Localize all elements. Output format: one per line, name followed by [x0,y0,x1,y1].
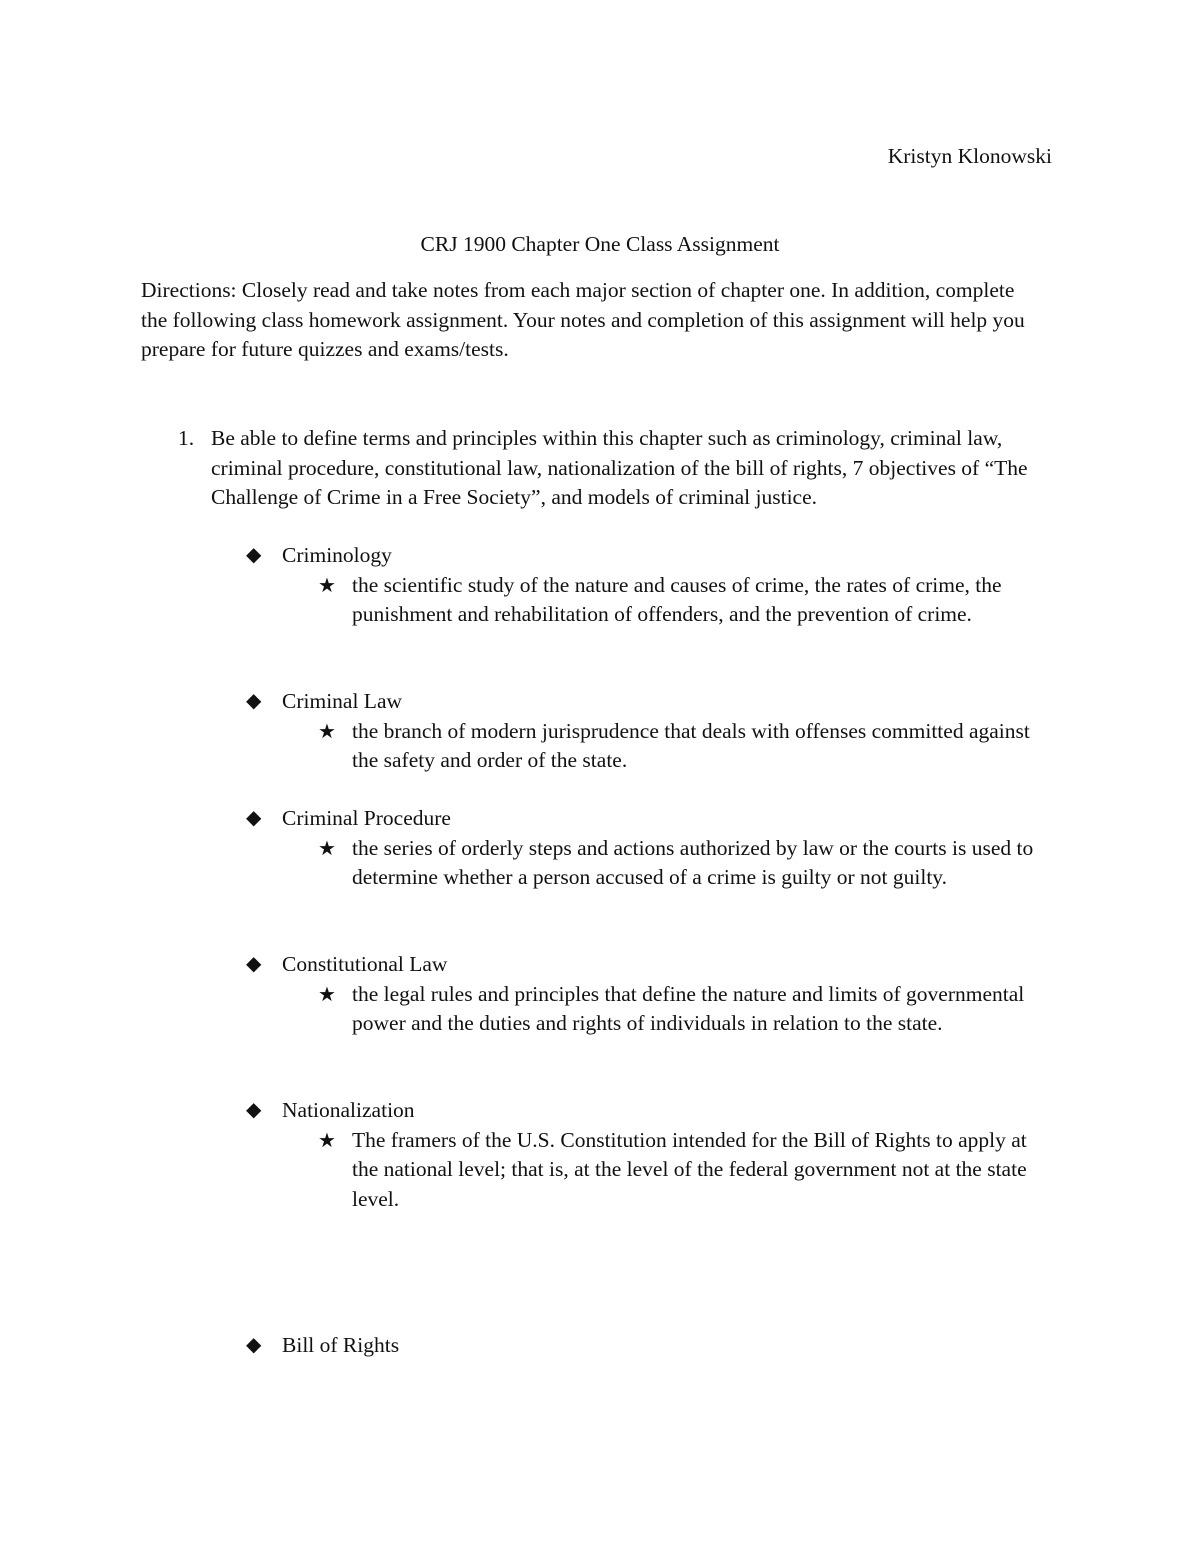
diamond-bullet-icon: ◆ [246,807,262,829]
definition-text: the branch of modern jurisprudence that deals with offenses committed against the safety and order of the state. [352,718,1030,772]
star-bullet-icon: ★ [318,1127,336,1152]
diamond-bullet-icon: ◆ [246,690,262,712]
diamond-bullet-icon: ◆ [246,1099,262,1121]
term-label: Criminology [282,543,392,567]
term-label: Bill of Rights [282,1333,400,1357]
assignment-title: CRJ 1900 Chapter One Class Assignment [420,232,780,256]
list-item-number: 1. [178,426,195,450]
term-bill-of-rights [246,1331,1066,1361]
term-definition [318,571,1066,630]
term-criminology [246,541,1066,630]
directions-paragraph: Directions: Closely read and take notes from each major section of chapter one. In addition, complete the following class homework assignment. Your notes and completion of this assignment will help you prepare for future quizzes and exams/tests. [141,278,1025,361]
diamond-bullet-icon: ◆ [246,544,262,566]
term-label: Nationalization [282,1098,415,1122]
term-constitutional-law [246,950,1066,1039]
list-item-text: Be able to define terms and principles within this chapter such as criminology, criminal law, criminal procedure, constitutional law, nationalization of the bill of rights, 7 objectives of “The Challenge of Crime in a Free Society”, and models of criminal justice. [211,426,1028,509]
term-nationalization [246,1096,1066,1214]
term-definition [318,980,1066,1039]
author-name: Kristyn Klonowski [887,144,1052,168]
term-criminal-law [246,687,1066,776]
term-label: Criminal Law [282,689,403,713]
star-bullet-icon: ★ [318,835,336,860]
definition-text: the scientific study of the nature and causes of crime, the rates of crime, the punishment and rehabilitation of offenders, and the prevention of crime. [352,572,1002,626]
star-bullet-icon: ★ [318,718,336,743]
diamond-bullet-icon: ◆ [246,953,262,975]
diamond-bullet-icon: ◆ [246,1334,262,1356]
term-definition [318,834,1066,893]
star-bullet-icon: ★ [318,981,336,1006]
term-criminal-procedure [246,804,1066,893]
term-definition [318,1126,1066,1215]
term-label: Constitutional Law [282,952,448,976]
definition-text: the series of orderly steps and actions authorized by law or the courts is used to determine whether a person accused of a crime is guilty or not guilty. [352,835,1034,889]
definition-text: the legal rules and principles that define the nature and limits of governmental power and the duties and rights of individuals in relation to the state. [352,981,1025,1035]
list-item-1 [178,424,1058,513]
definition-text: The framers of the U.S. Constitution intended for the Bill of Rights to apply at the national level; that is, at the level of the federal government not at the state level. [352,1127,1027,1211]
star-bullet-icon: ★ [318,572,336,597]
term-definition [318,717,1066,776]
term-label: Criminal Procedure [282,806,451,830]
